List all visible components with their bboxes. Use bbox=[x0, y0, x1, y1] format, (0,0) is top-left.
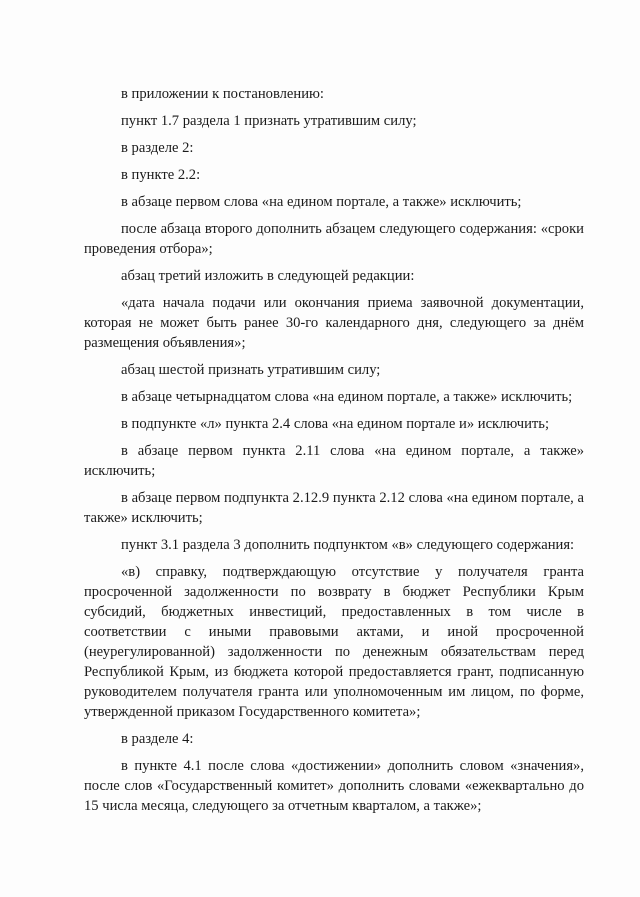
paragraph-3: в разделе 2: bbox=[121, 140, 194, 156]
paragraph-2: пункт 1.7 раздела 1 признать утратившим силу; bbox=[121, 113, 417, 129]
paragraph-5: в абзаце первом слова «на едином портале, а также» исключить; bbox=[121, 194, 522, 210]
paragraph-17: в пункте 4.1 после слова «достижении» дополнить словом «значения», после слов «Государственный комитет» дополнить словами «ежеквартально до 15 числа месяца, следующего за отчетным кварталом, а также»; bbox=[84, 758, 584, 814]
document-body bbox=[84, 84, 584, 823]
paragraph-13: в абзаце первом подпункта 2.12.9 пункта 2.12 слова «на едином портале, а также» исключить; bbox=[84, 490, 584, 526]
paragraph-6: после абзаца второго дополнить абзацем следующего содержания: «сроки проведения отбора»; bbox=[84, 221, 584, 257]
paragraph-12: в абзаце первом пункта 2.11 слова «на едином портале, а также» исключить; bbox=[84, 443, 584, 479]
paragraph-7: абзац третий изложить в следующей редакции: bbox=[121, 268, 415, 284]
paragraph-16: в разделе 4: bbox=[121, 731, 194, 747]
paragraph-1: в приложении к постановлению: bbox=[121, 86, 324, 102]
paragraph-11: в подпункте «л» пункта 2.4 слова «на едином портале и» исключить; bbox=[121, 416, 550, 432]
paragraph-8: «дата начала подачи или окончания приема заявочной документации, которая не может быть ранее 30-го календарного дня, следующего за днём размещения объявления»; bbox=[84, 295, 584, 351]
paragraph-10: в абзаце четырнадцатом слова «на едином портале, а также» исключить; bbox=[121, 389, 573, 405]
paragraph-4: в пункте 2.2: bbox=[121, 167, 201, 183]
paragraph-15: «в) справку, подтверждающую отсутствие у получателя гранта просроченной задолженности по возврату в бюджет Республики Крым субсидий, бюджетных инвестиций, предоставленных в том числе в соответствии с иными правовыми актами, и иной просроченной (неурегулированной) задолженности по денежным обязательствам перед Республикой Крым, из бюджета которой предоставляется грант, подписанную руководителем получателя гранта или уполномоченным им лицом, по форме, утвержденной приказом Государственного комитета»; bbox=[84, 564, 584, 720]
paragraph-9: абзац шестой признать утратившим силу; bbox=[121, 362, 381, 378]
paragraph-14: пункт 3.1 раздела 3 дополнить подпунктом «в» следующего содержания: bbox=[121, 537, 575, 553]
